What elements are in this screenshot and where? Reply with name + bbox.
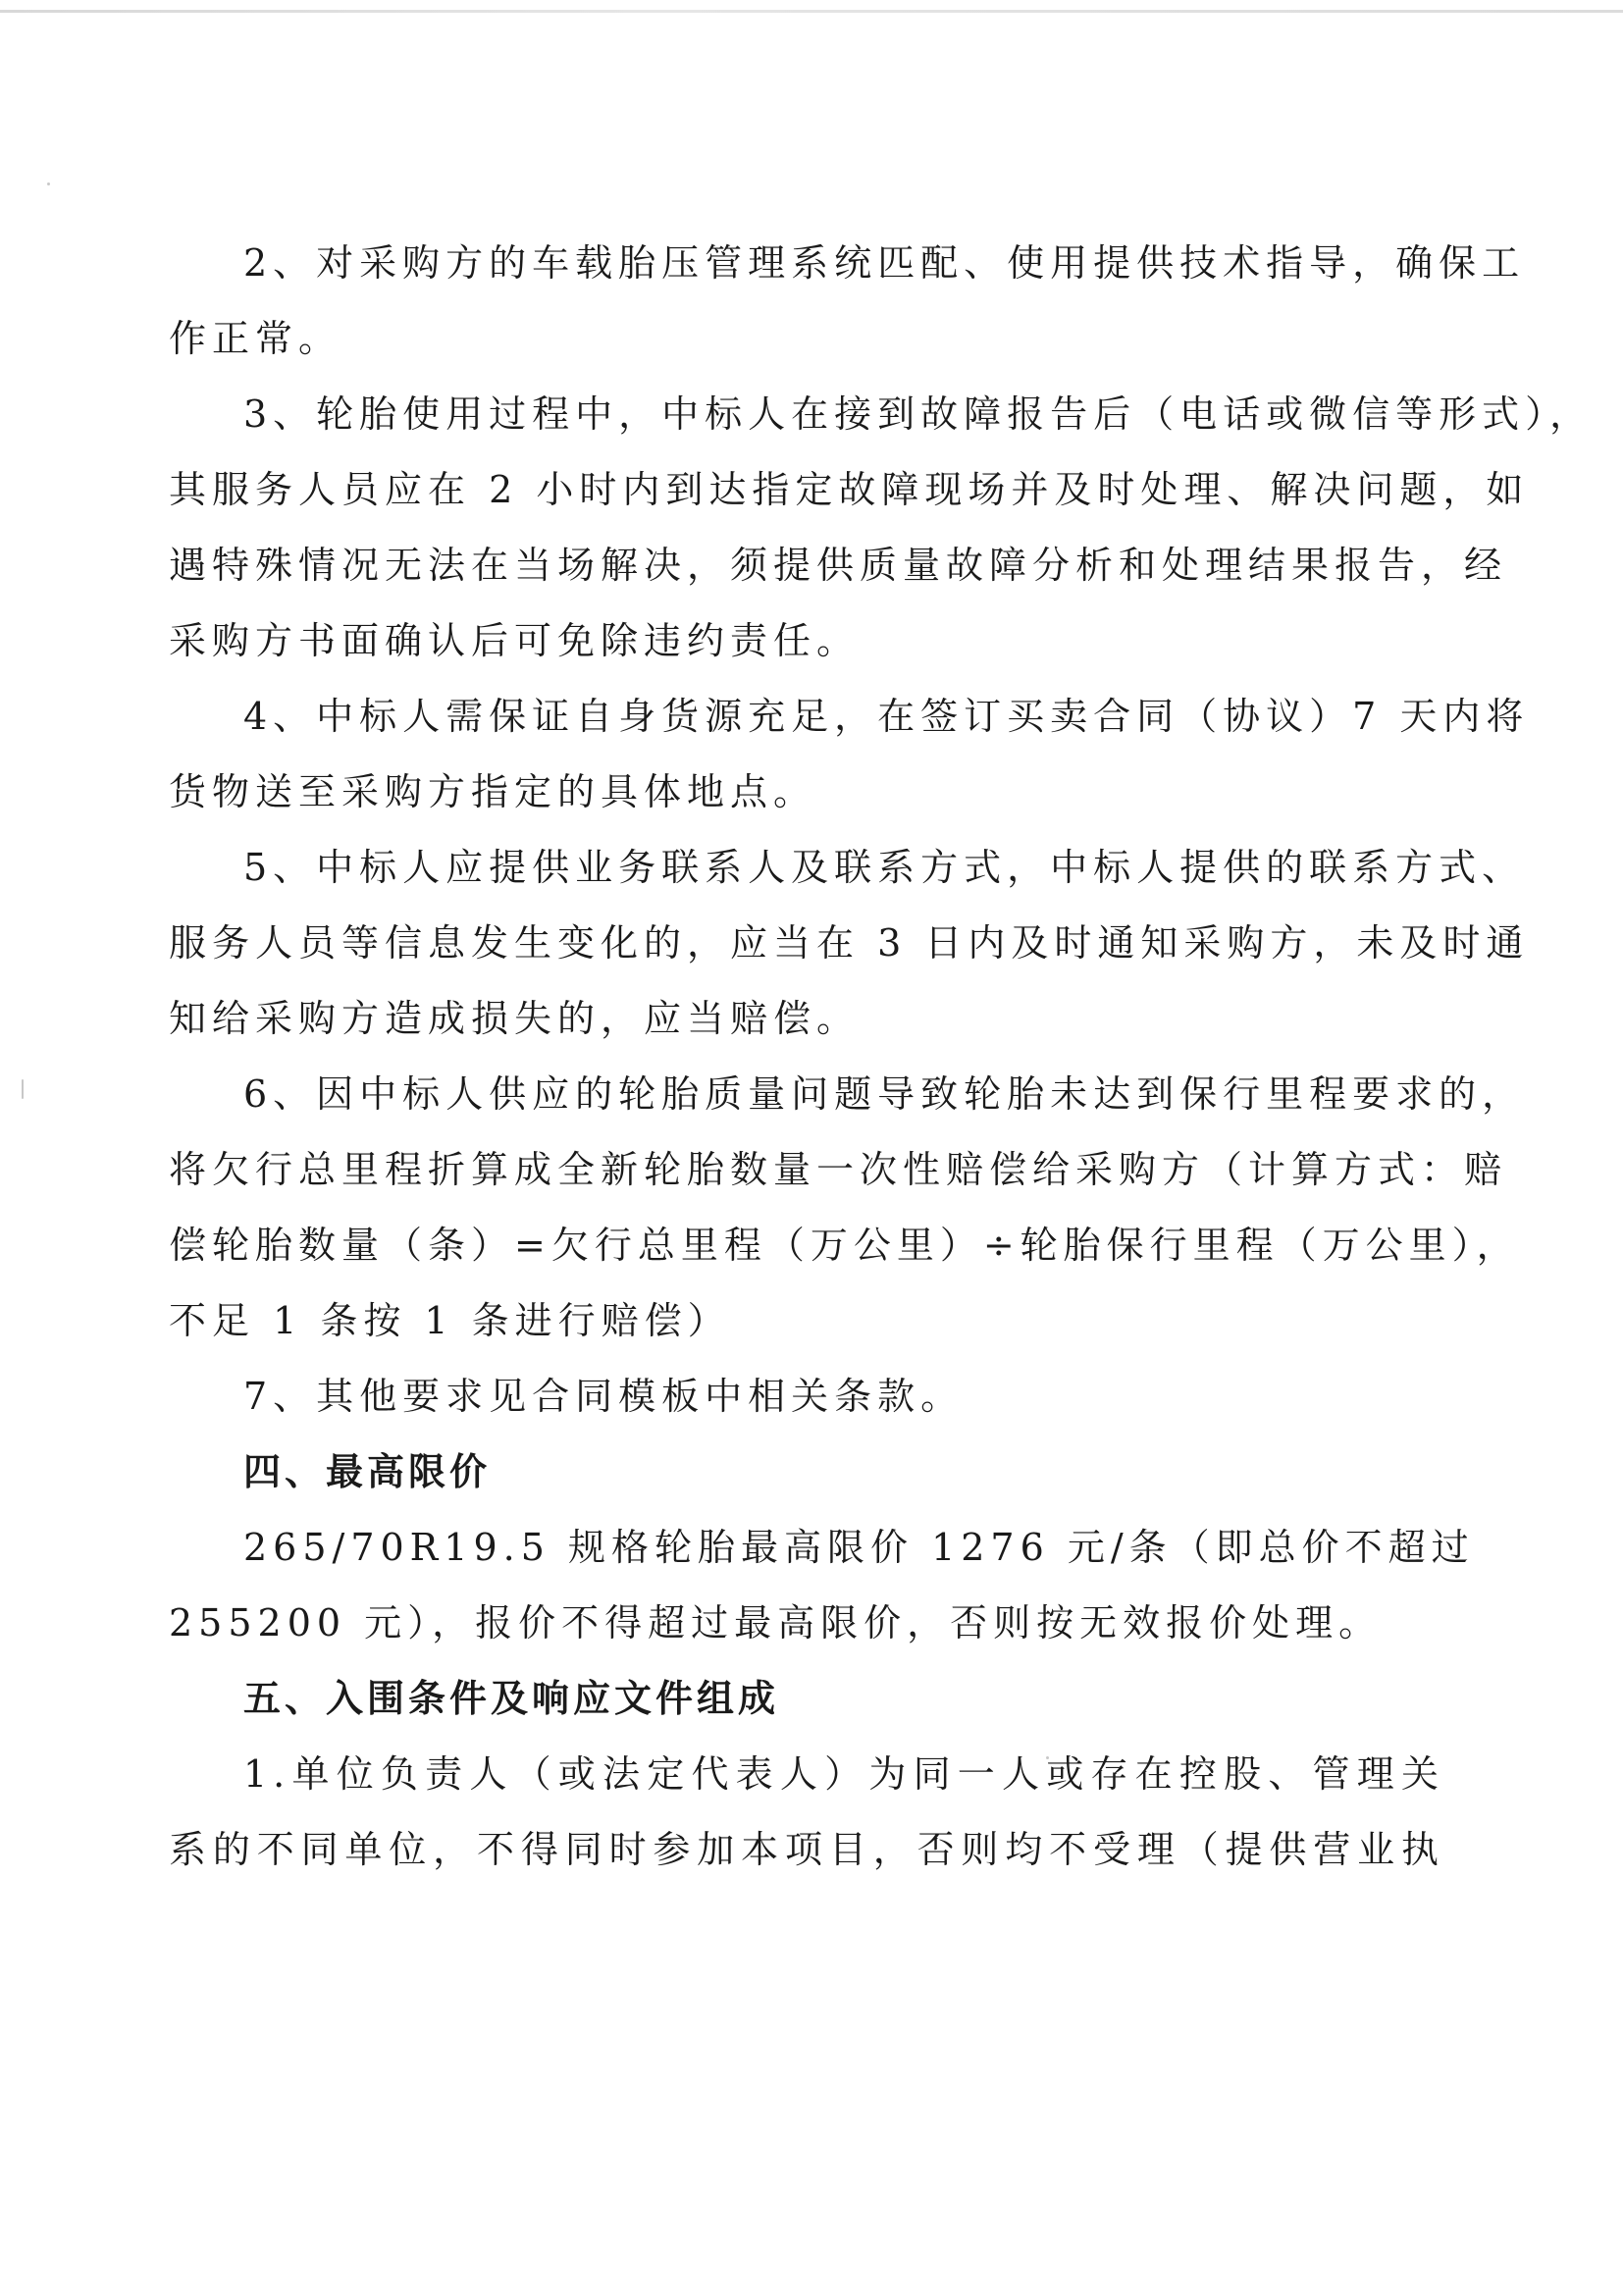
section-4-body xyxy=(169,1510,1475,1661)
clause-5-line-2: 服务人员等信息发生变化的，应当在 3 日内及时通知采购方，未及时通 xyxy=(169,921,1530,965)
clause-3-line-3: 遇特殊情况无法在当场解决，须提供质量故障分析和处理结果报告，经 xyxy=(169,544,1508,587)
section-5-line-2: 系的不同单位，不得同时参加本项目，否则均不受理（提供营业执 xyxy=(169,1828,1444,1871)
clause-6 xyxy=(169,1057,1526,1359)
clause-6-line-4: 不足 1 条按 1 条进行赔偿） xyxy=(169,1299,731,1342)
clause-6-line-2: 将欠行总里程折算成全新轮胎数量一次性赔偿给采购方（计算方式：赔 xyxy=(169,1148,1508,1191)
clause-7-line-1: 7、其他要求见合同模板中相关条款。 xyxy=(243,1375,965,1418)
section-5-heading: 五、入围条件及响应文件组成 xyxy=(243,1677,780,1720)
clause-5-line-1: 5、中标人应提供业务联系人及联系方式，中标人提供的联系方式、 xyxy=(243,846,1526,889)
scan-edge xyxy=(0,10,1623,13)
clause-4-line-1: 4、中标人需保证自身货源充足，在签订买卖合同（协议）7 天内将 xyxy=(243,695,1530,738)
clause-3-line-1: 3、轮胎使用过程中，中标人在接到故障报告后（电话或微信等形式）， xyxy=(243,392,1594,436)
document-body xyxy=(169,226,1594,1888)
clause-5 xyxy=(169,830,1530,1057)
section-5-body xyxy=(169,1737,1444,1888)
clause-3 xyxy=(169,377,1594,679)
clause-7 xyxy=(169,1359,1444,1435)
clause-3-line-4: 采购方书面确认后可免除违约责任。 xyxy=(169,619,861,662)
clause-2-line-2: 作正常。 xyxy=(169,317,342,360)
clause-4 xyxy=(169,679,1530,830)
scan-speck xyxy=(22,1079,24,1099)
clause-5-line-3: 知给采购方造成损失的，应当赔偿。 xyxy=(169,997,861,1040)
clause-3-line-2: 其服务人员应在 2 小时内到达指定故障现场并及时处理、解决问题，如 xyxy=(169,468,1530,511)
clause-4-line-2: 货物送至采购方指定的具体地点。 xyxy=(169,770,817,813)
section-4-line-2: 255200 元），报价不得超过最高限价，否则按无效报价处理。 xyxy=(169,1601,1383,1644)
clause-2 xyxy=(169,226,1526,377)
section-5-line-1: 1.单位负责人（或法定代表人）为同一人或存在控股、管理关 xyxy=(243,1752,1444,1796)
clause-6-line-3: 偿轮胎数量（条）=欠行总里程（万公里）÷轮胎保行里程（万公里）， xyxy=(169,1224,1520,1267)
clause-2-line-1: 2、对采购方的车载胎压管理系统匹配、使用提供技术指导，确保工 xyxy=(243,241,1526,285)
clause-6-line-1: 6、因中标人供应的轮胎质量问题导致轮胎未达到保行里程要求的， xyxy=(243,1072,1526,1116)
scan-speck xyxy=(47,183,50,185)
section-4-line-1: 265/70R19.5 规格轮胎最高限价 1276 元/条（即总价不超过 xyxy=(243,1526,1475,1569)
section-4-heading: 四、最高限价 xyxy=(243,1450,492,1493)
